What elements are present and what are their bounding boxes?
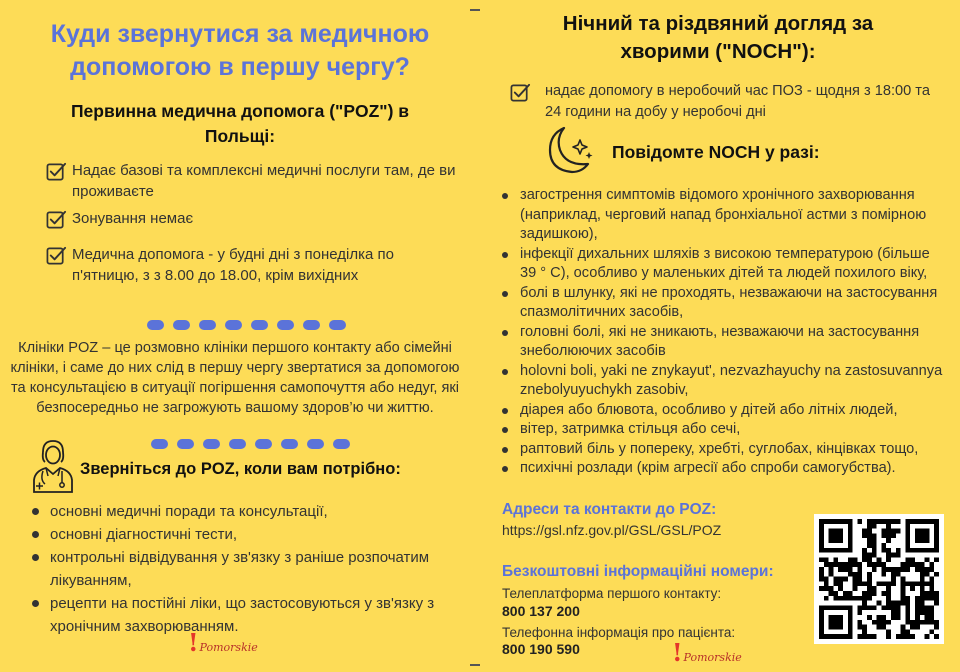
left-title: Куди звернутися за медичною допомогою в першу чергу? xyxy=(50,20,430,81)
check-item xyxy=(46,160,456,202)
check-text: надає допомогу в неробочий час ПОЗ - щодня з 18:00 та 24 години на добу у неробочі дні xyxy=(545,83,930,120)
poz-paragraph: Клініки POZ – це розмовно клініки першого контакту або сімейні клініки, і саме до них слід в першу чергу звертатися за допомогою та консультацією в ситуації погіршення самопочуття або недуг, які безпосередньо не загрожують вашому здоров’ю чи життю. xyxy=(10,340,460,416)
list-item: інфекції дихальних шляхів з високою температурою (більше 39 ° C), особливо у маленьких дітей та людей похилого віку, xyxy=(500,245,948,284)
pomorskie-logo xyxy=(188,628,258,657)
dotted-divider xyxy=(151,439,350,449)
noch-cases-list xyxy=(500,186,948,479)
check-item xyxy=(46,208,456,230)
list-item: загострення симптомів відомого хронічного захворювання (наприклад, черговий напад бронхіальної астми з помірною задишкою), xyxy=(500,186,948,245)
platform-number: 800 137 200 xyxy=(502,603,580,619)
list-item: психічні розлади (крім агресії або спроби самогубства). xyxy=(500,459,948,479)
logo-exclamation-icon: ! xyxy=(188,628,199,657)
check-text: Зонування немає xyxy=(72,210,194,227)
logo-text: Pomorskie xyxy=(199,641,258,654)
list-item: основні медичні поради та консультації, xyxy=(30,500,450,523)
moon-stars-icon xyxy=(540,126,600,176)
checkbox-icon xyxy=(46,245,67,266)
logo-exclamation-icon: ! xyxy=(672,638,683,667)
check-item xyxy=(46,244,456,286)
poz-needs-list xyxy=(30,500,450,638)
patient-info-number: 800 190 590 xyxy=(502,641,580,657)
list-item: раптовий біль у попереку, хребті, суглобах, кінцівках тощо, xyxy=(500,440,948,460)
list-item: контрольні відвідування у зв'язку з раніше розпочатим лікуванням, xyxy=(30,546,450,592)
doctor-icon xyxy=(31,438,75,494)
qr-code-image xyxy=(819,519,939,639)
checkbox-icon xyxy=(46,161,67,182)
platform-label: Телеплатформа першого контакту: xyxy=(502,586,722,601)
patient-info-label: Телефонна інформація про пацієнта: xyxy=(502,625,736,640)
list-item: болі в шлунку, які не проходять, незважаючи на застосування спазмолітичних засобів, xyxy=(500,284,948,323)
list-item: діарея або блювота, особливо у дітей або літніх людей, xyxy=(500,401,948,421)
check-text: Надає базові та комплексні медичні послуги там, де ви проживаєте xyxy=(72,162,456,200)
addresses-link[interactable]: https://gsl.nfz.gov.pl/GSL/GSL/POZ xyxy=(502,522,722,538)
free-numbers-heading: Безкоштовні інформаційні номери: xyxy=(502,563,774,580)
qr-code[interactable] xyxy=(814,514,944,644)
top-divider-mark xyxy=(470,9,480,11)
list-item: вітер, затримка стільця або сечі, xyxy=(500,420,948,440)
list-item: рецепти на постійні ліки, що застосовуються у зв'язку з хронічним захворюванням. xyxy=(30,592,450,638)
checkbox-icon xyxy=(46,209,67,230)
contact-poz-heading: Зверніться до POZ, коли вам потрібно: xyxy=(80,460,401,478)
checkbox-icon xyxy=(510,82,531,103)
list-item: головні болі, які не зникають, незважаючи на застосування знеболюючих засобів xyxy=(500,323,948,362)
poz-subtitle: Первинна медична допомога ("POZ") в Польщі: xyxy=(70,101,410,146)
check-text: Медична допомога - у будні дні з понеділка по п'ятницю, з з 8.00 до 18.00, крім вихідних xyxy=(72,246,394,284)
dotted-divider xyxy=(147,320,346,330)
list-item: holovni boli, yaki ne znykayut', nezvazhayuchy na zastosuvannya znebolyuyuchykh zasobiv, xyxy=(500,362,948,401)
list-item: основні діагностичні тести, xyxy=(30,523,450,546)
bottom-divider-mark xyxy=(470,664,480,666)
noch-title: Нічний та різдвяний догляд за хворими ("NOCH"): xyxy=(562,12,874,63)
logo-text: Pomorskie xyxy=(683,651,742,664)
notify-noch-heading: Повідомте NOCH у разі: xyxy=(612,142,820,162)
addresses-heading: Адреси та контакти до POZ: xyxy=(502,501,717,518)
noch-check-item xyxy=(510,81,950,123)
pomorskie-logo xyxy=(672,638,742,667)
